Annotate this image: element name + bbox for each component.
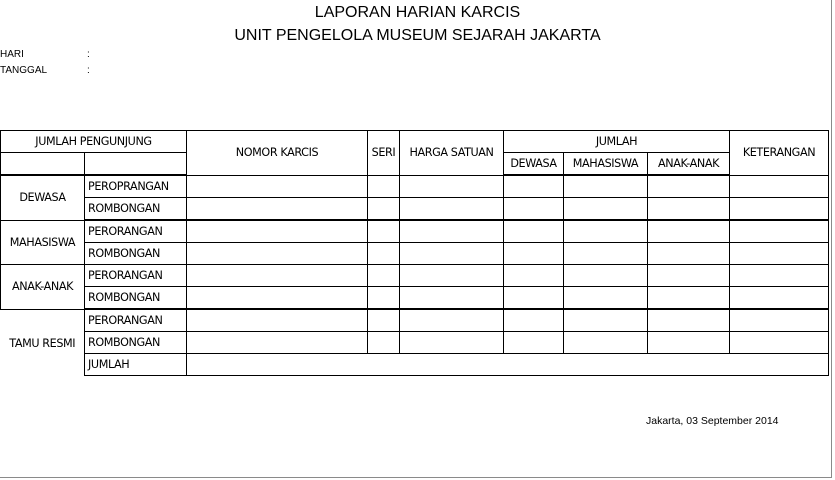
nomor-karcis-cell[interactable]	[187, 220, 368, 243]
table-row	[1, 332, 829, 354]
keterangan-cell[interactable]	[730, 309, 829, 332]
keterangan-cell[interactable]	[730, 220, 829, 243]
row-type-label: PERORANGAN	[85, 220, 187, 243]
place-date: Jakarta, 03 September 2014	[646, 415, 779, 427]
jumlah-mahasiswa-cell[interactable]	[564, 243, 648, 265]
harga-satuan-cell[interactable]	[400, 243, 504, 265]
jumlah-dewasa-cell[interactable]	[504, 265, 564, 287]
jumlah-anak-anak-cell[interactable]	[648, 198, 730, 221]
row-type-label: PERORANGAN	[85, 265, 187, 287]
jumlah-anak-anak-cell[interactable]	[648, 243, 730, 265]
keterangan-cell[interactable]	[730, 175, 829, 198]
jumlah-mahasiswa-cell[interactable]	[564, 198, 648, 221]
header-blank-cell	[1, 153, 85, 176]
hari-label: HARI	[0, 49, 24, 60]
row-type-label: ROMBONGAN	[85, 287, 187, 310]
jumlah-anak-anak-cell[interactable]	[648, 287, 730, 310]
keterangan-cell[interactable]	[730, 243, 829, 265]
table-row	[1, 265, 829, 287]
nomor-karcis-cell[interactable]	[187, 332, 368, 354]
report-title: LAPORAN HARIAN KARCIS	[314, 4, 521, 21]
nomor-karcis-cell[interactable]	[187, 243, 368, 265]
table-row	[1, 175, 829, 198]
group-label-anak-anak: ANAK-ANAK	[1, 265, 85, 310]
table-row	[1, 309, 829, 332]
jumlah-dewasa-cell[interactable]	[504, 309, 564, 332]
row-type-label: ROMBONGAN	[85, 332, 187, 354]
total-label: JUMLAH	[85, 354, 187, 376]
jumlah-anak-anak-cell[interactable]	[648, 220, 730, 243]
jumlah-mahasiswa-cell[interactable]	[564, 309, 648, 332]
group-label-dewasa: DEWASA	[1, 175, 85, 220]
group-label-tamu-resmi: TAMU RESMI	[1, 309, 85, 354]
header-mahasiswa: MAHASISWA	[564, 153, 648, 176]
tanggal-label: TANGGAL	[0, 65, 48, 76]
jumlah-anak-anak-cell[interactable]	[648, 309, 730, 332]
harga-satuan-cell[interactable]	[400, 220, 504, 243]
header-seri: SERI	[368, 131, 400, 176]
page-bottom-border	[0, 477, 832, 478]
table-row	[1, 198, 829, 221]
nomor-karcis-cell[interactable]	[187, 309, 368, 332]
header-harga-satuan: HARGA SATUAN	[400, 131, 504, 176]
nomor-karcis-cell[interactable]	[187, 175, 368, 198]
total-row	[1, 354, 829, 376]
table-row	[1, 220, 829, 243]
row-type-label: PEROPRANGAN	[85, 175, 187, 198]
harga-satuan-cell[interactable]	[400, 175, 504, 198]
nomor-karcis-cell[interactable]	[187, 265, 368, 287]
total-row-spacer	[1, 354, 85, 376]
seri-cell[interactable]	[368, 220, 400, 243]
keterangan-cell[interactable]	[730, 198, 829, 221]
seri-cell[interactable]	[368, 265, 400, 287]
report-subtitle: UNIT PENGELOLA MUSEUM SEJARAH JAKARTA	[234, 27, 601, 44]
harga-satuan-cell[interactable]	[400, 198, 504, 221]
jumlah-mahasiswa-cell[interactable]	[564, 175, 648, 198]
header-keterangan: KETERANGAN	[730, 131, 829, 176]
jumlah-mahasiswa-cell[interactable]	[564, 220, 648, 243]
jumlah-mahasiswa-cell[interactable]	[564, 332, 648, 354]
row-type-label: ROMBONGAN	[85, 243, 187, 265]
jumlah-dewasa-cell[interactable]	[504, 287, 564, 310]
keterangan-cell[interactable]	[730, 265, 829, 287]
table-row	[1, 243, 829, 265]
seri-cell[interactable]	[368, 243, 400, 265]
jumlah-anak-anak-cell[interactable]	[648, 332, 730, 354]
harga-satuan-cell[interactable]	[400, 265, 504, 287]
header-jumlah: JUMLAH	[504, 131, 730, 153]
header-jumlah-pengunjung: JUMLAH PENGUNJUNG	[1, 131, 187, 153]
page-right-border	[831, 0, 832, 478]
harga-satuan-cell[interactable]	[400, 309, 504, 332]
tanggal-separator: :	[87, 65, 90, 76]
header-blank-cell	[85, 153, 187, 176]
header-dewasa: DEWASA	[504, 153, 564, 176]
harga-satuan-cell[interactable]	[400, 287, 504, 310]
keterangan-cell[interactable]	[730, 332, 829, 354]
jumlah-mahasiswa-cell[interactable]	[564, 265, 648, 287]
ticket-report-table	[0, 130, 829, 376]
jumlah-dewasa-cell[interactable]	[504, 175, 564, 198]
header-anak-anak: ANAK-ANAK	[648, 153, 730, 176]
keterangan-cell[interactable]	[730, 287, 829, 310]
seri-cell[interactable]	[368, 309, 400, 332]
jumlah-mahasiswa-cell[interactable]	[564, 287, 648, 310]
row-type-label: ROMBONGAN	[85, 198, 187, 221]
nomor-karcis-cell[interactable]	[187, 198, 368, 221]
jumlah-anak-anak-cell[interactable]	[648, 175, 730, 198]
seri-cell[interactable]	[368, 332, 400, 354]
harga-satuan-cell[interactable]	[400, 332, 504, 354]
nomor-karcis-cell[interactable]	[187, 287, 368, 310]
header-nomor-karcis: NOMOR KARCIS	[187, 131, 368, 176]
seri-cell[interactable]	[368, 198, 400, 221]
total-value-cell[interactable]	[187, 354, 829, 376]
seri-cell[interactable]	[368, 287, 400, 310]
jumlah-dewasa-cell[interactable]	[504, 243, 564, 265]
table-row	[1, 287, 829, 310]
jumlah-dewasa-cell[interactable]	[504, 198, 564, 221]
jumlah-anak-anak-cell[interactable]	[648, 265, 730, 287]
seri-cell[interactable]	[368, 175, 400, 198]
group-label-mahasiswa: MAHASISWA	[1, 220, 85, 265]
jumlah-dewasa-cell[interactable]	[504, 332, 564, 354]
row-type-label: PERORANGAN	[85, 309, 187, 332]
jumlah-dewasa-cell[interactable]	[504, 220, 564, 243]
hari-separator: :	[87, 49, 90, 60]
